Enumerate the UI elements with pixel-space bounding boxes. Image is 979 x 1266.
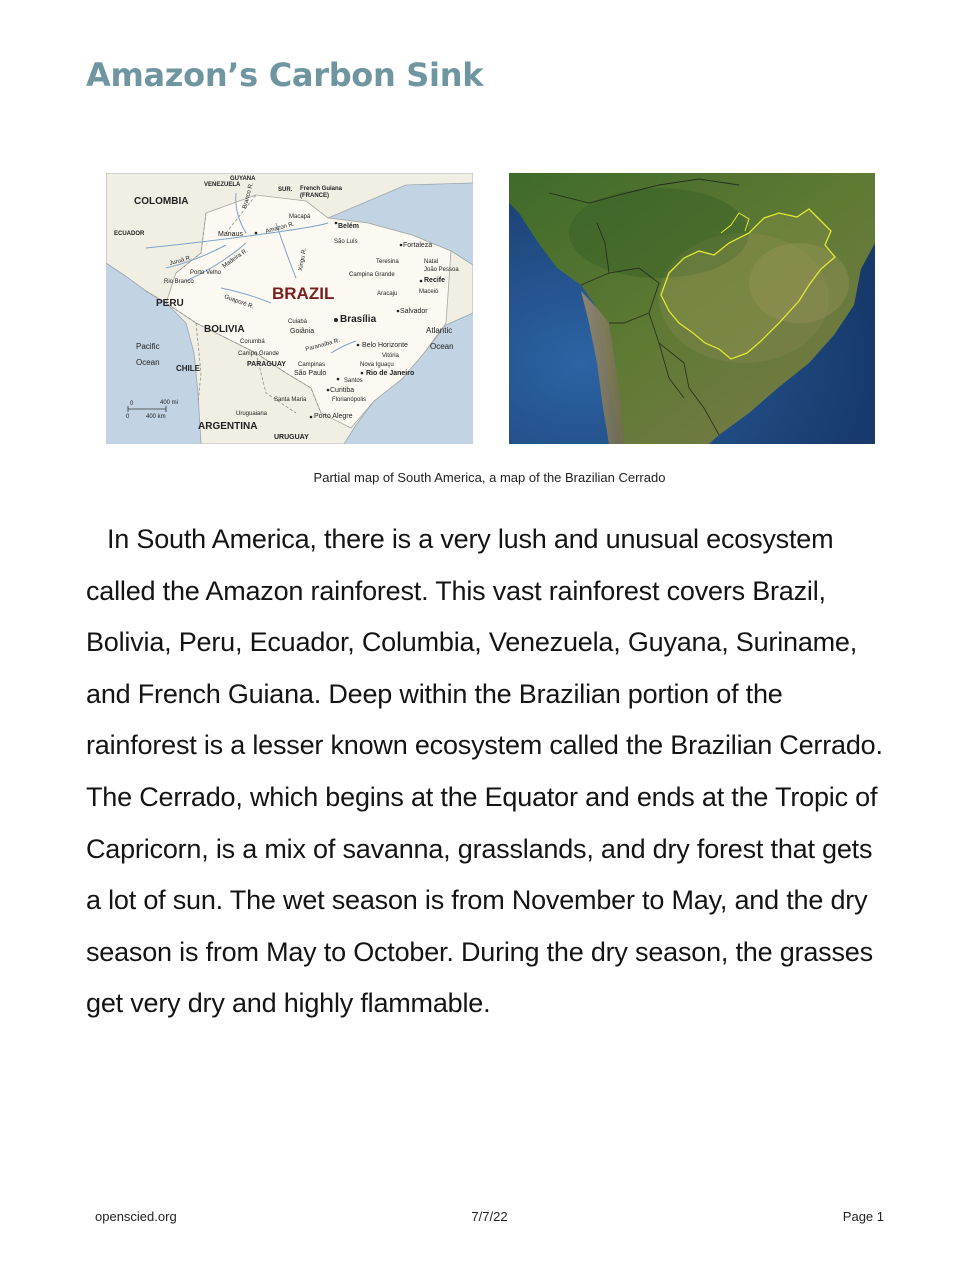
map-label-recife: Recife <box>424 277 446 284</box>
map-label-campinas: Campinas <box>298 362 326 368</box>
map-label-rio-de-janeiro: Rio de Janeiro <box>366 370 415 377</box>
map-label-santos: Santos <box>344 378 363 384</box>
map-label-macapa: Macapá <box>289 214 311 220</box>
map-label-scale-zero-top: 0 <box>130 401 134 407</box>
map-label-jurua-r: Juruá R. <box>168 255 193 267</box>
map-label-suriname: SUR. <box>278 187 293 193</box>
map-label-maceio: Maceió <box>419 289 439 295</box>
map-label-sao-luis: São Luís <box>334 239 358 245</box>
map-label-peru: PERU <box>156 298 184 309</box>
map-label-guapore-r: Guaporé R. <box>223 294 255 311</box>
map-label-aracaju: Aracaju <box>377 291 398 297</box>
map-label-fortaleza: Fortaleza <box>403 242 433 249</box>
map-label-uruguay: URUGUAY <box>274 434 309 441</box>
map-label-ecuador: ECUADOR <box>114 231 145 237</box>
map-label-xingu-r: Xingu R. <box>298 247 308 272</box>
map-label-atlantic: Atlantic <box>426 326 453 335</box>
body-paragraph: In South America, there is a very lush and unusual ecosystem called the Amazon rainforest. This vast rainforest covers Brazil, Bolivia, Peru, Ecuador, Columbia, Venezuela, Guyana, Suriname, and French Guiana. Deep within the Brazilian portion of the rainforest is a lesser known ecosystem called the Brazilian Cerrado. The Cerrado, which begins at the Equator and ends at the Tropic of Capricorn, is a mix of savanna, grasslands, and dry forest that gets a lot of sun. The wet season is from November to May, and the dry season is from May to October. During the dry season, the grasses get very dry and highly flammable. <box>86 524 883 1019</box>
map-label-cuiaba: Cuiabá <box>288 319 308 325</box>
map-label-scale-km: 400 km <box>146 414 166 420</box>
map-label-florianopolis: Florianópolis <box>332 397 367 403</box>
map-label-porto-velho: Porto Velho <box>190 270 222 276</box>
page-title: Amazon’s Carbon Sink <box>86 56 484 94</box>
map-label-rio-branco: Rio Branco <box>164 279 194 285</box>
map-label-porto-alegre: Porto Alegre <box>314 413 353 420</box>
map-label-santa-maria: Santa Maria <box>274 397 307 403</box>
map-label-ocean-left: Ocean <box>136 358 160 367</box>
map-label-amazon-r: Amazon R. <box>264 221 296 235</box>
map-label-salvador: Salvador <box>400 308 428 315</box>
map-label-curitiba: Curitiba <box>330 387 355 394</box>
map-label-campina-grande: Campina Grande <box>349 272 395 278</box>
map-label-joao-pessoa: João Pessoa <box>424 267 459 273</box>
map-label-corumba: Corumbá <box>240 339 265 345</box>
map-label-goiania: Goiânia <box>290 328 315 335</box>
map-label-scale-mi: 400 mi <box>160 400 179 406</box>
footer-page-number: Page 1 <box>842 1209 884 1224</box>
map-label-nova-iguacu: Nova Iguaçu <box>360 362 394 368</box>
map-label-venezuela: VENEZUELA <box>204 182 241 188</box>
map-label-scale-zero-bottom: 0 <box>126 414 130 420</box>
map-label-chile: CHILE <box>176 364 200 373</box>
footer-date: 7/7/22 <box>471 1209 508 1224</box>
map-label-uruguaiana: Uruguaiana <box>236 411 268 417</box>
map-label-brasilia: Brasília <box>340 314 377 325</box>
map-label-belo-horizonte: Belo Horizonte <box>362 342 408 349</box>
map-label-belem: Belém <box>338 223 360 230</box>
map-label-madeira-r: Madeira R. <box>221 247 250 270</box>
map-label-france: (FRANCE) <box>300 193 329 199</box>
map-label-paranaiba-r: Paranaíba R. <box>304 337 341 353</box>
map-label-campo-grande: Campo Grande <box>238 351 280 357</box>
map-label-bolivia: BOLIVIA <box>204 324 245 335</box>
footer-site: openscied.org <box>95 1209 177 1224</box>
map-label-guyana: GUYANA <box>230 176 256 182</box>
brazilian-cerrado-satellite-map <box>509 173 875 444</box>
map-label-teresina: Teresina <box>376 259 399 265</box>
map-label-sao-paulo: São Paulo <box>294 370 327 377</box>
map-label-vitoria: Vitória <box>382 353 399 359</box>
map-label-paraguay: PARAGUAY <box>247 361 286 368</box>
map-label-ocean-right: Ocean <box>430 342 454 351</box>
map-label-manaus: Manaus <box>218 231 243 238</box>
south-america-political-map <box>106 173 473 444</box>
map-label-branco-r: Branco R. <box>242 182 255 210</box>
map-label-natal: Natal <box>424 259 439 265</box>
map-label-colombia: COLOMBIA <box>134 196 189 207</box>
map-label-french-guiana: French Guiana <box>300 186 343 192</box>
figure-caption: Partial map of South America, a map of the Brazilian Cerrado <box>313 470 666 485</box>
map-label-pacific: Pacific <box>136 342 160 351</box>
map-label-argentina: ARGENTINA <box>198 421 258 432</box>
map-label-brazil: BRAZIL <box>272 284 335 303</box>
